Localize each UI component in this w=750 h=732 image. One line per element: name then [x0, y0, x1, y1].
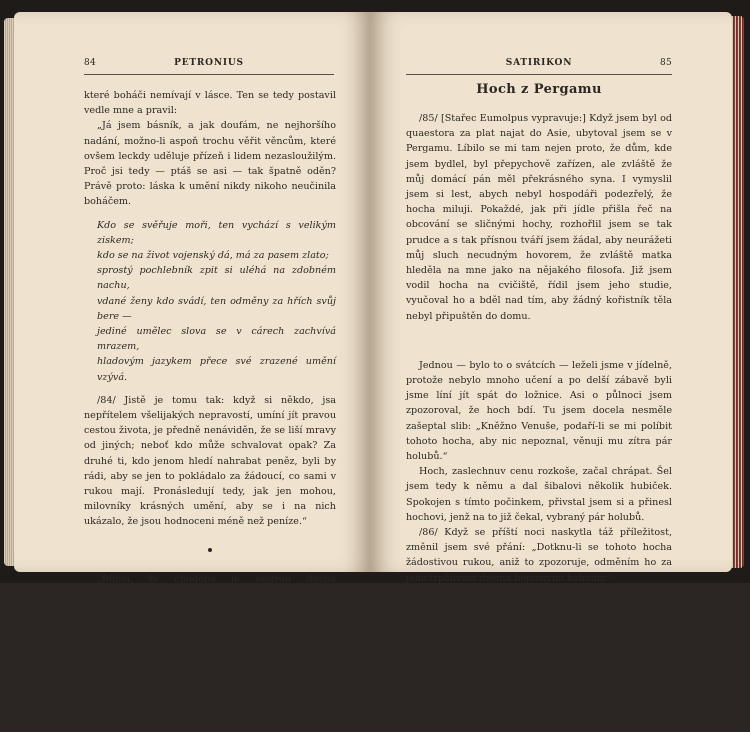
paragraph: Na ten slib se hoch sám přisunul ke mně, asi z obavy, abych neusnul. Zprostil jsem ho tedy znepokojení a po-	[406, 587, 672, 630]
header-rule	[84, 74, 334, 75]
page-number: 85	[659, 58, 672, 68]
verse-line: hladovým jazykem přece své zrazené umění vzývá.	[97, 356, 336, 383]
paragraph: „Kéž by nepřítel mé poctivosti byl aspoň tak řádným člověkem, aby bylo lze ho ukonejšit. Ale je to starý lotr a vychytralejší nad samé kuplíře.“	[84, 646, 336, 688]
left-page-text	[84, 88, 336, 732]
paragraph: Jednou — bylo to o svátcích — leželi jsme v jídelně, protože nebylo mnoho učení a po delší zábavě byli jsme líní jít spát do ložnice. Asi o půlnoci jsem zpozoroval, že hoch bdí. Tu jsem docela nesměle zašeptal slib: „Kněžno Venuše, podaří-li se mi políbit tohoto hocha, aby nic nepoznal, věnuji mu zítra pár holubů.“	[406, 359, 672, 463]
verse-block	[84, 218, 336, 385]
right-page	[370, 12, 732, 630]
verse-line: vdané ženy kdo svádí, ten odměny za hřích svůj bere —	[97, 295, 336, 322]
section-divider-dot	[84, 708, 336, 714]
right-page-header	[406, 58, 672, 74]
section-divider-dot	[84, 620, 336, 626]
paragraph: které boháči nemívají v lásce. Ten se tedy postavil vedle mne a pravil:	[84, 90, 336, 117]
header-rule	[406, 74, 672, 75]
running-title: PETRONIUS	[174, 58, 244, 68]
running-title: SATIRIKON	[505, 58, 573, 68]
section-title: Hoch z Pergamu	[476, 82, 602, 97]
left-page-header	[84, 58, 334, 74]
paragraph: /85/ [Stařec Eumolpus vypravuje:] Když jsem byl od quaestora za plat najat do Asie, ubytoval jsem se v Pergamu. Líbilo se mi tam nejen proto, že dům, kde jsem bydlel, byl přepychově zařízen, ale zvláště že můj domácí pán měl překrásného syna. I vymyslil jsem si lest, abych nebyl hospodáři podezřelý, že hocha miluji. Pokaždé, jak při jídle přišla řeč na obcování se sličnými hochy, rozhořlil jsem se tak prudce a s tak přísnou tváří jsem žádal, aby neurážeti můj sluch necudným hovorem, že zvláště matka hleděla na mne jako na nějakého filosofa. Již jsem vodil hocha na cvičiště, řídil jsem jeho studie, vyučoval ho a bděl nad tím, aby žádný kořistník těla nebyl připuštěn do domu.	[406, 113, 672, 322]
right-page-text	[406, 82, 672, 632]
paragraph: „Bůhví, že chudoba je sestrou ducha vynikajícího.“	[84, 573, 336, 600]
page-edges-right	[730, 16, 744, 568]
verse-line: jediné umělec slova se v cárech zachvívá mrazem,	[97, 326, 336, 353]
paragraph: Hoch, zaslechnuv cenu rozkoše, začal chrápat. Šel jsem tedy k němu a dal šibalovi několik hubiček. Spokojen s tímto počinkem, přivstal jsem si a přinesl hochovi, jenž na to již čekal, vybraný pár holubů.	[406, 466, 672, 523]
verse-line: Kdo se svěřuje moři, ten vychází s velikým ziskem;	[97, 219, 336, 246]
paragraph: /84/ Jistě je tomu tak: když si někdo, jsa nepřítelem všelijakých nepravostí, umíní jít pravou cestou života, je předně nenáviděn, že se liší mravy od jiných; neboť kdo může schvalovat opak? Za druhé ti, kdo jenom hledí nahrabat peněz, byli by rádi, aby se jen to pokládalo za žádoucí, co sami v rukou mají. Pronásledují tedy, jak jen mohou, milovníky krásných umění, aby se i na nich ukázalo, že jsou hodnoceni méně než peníze.“	[84, 394, 336, 528]
left-page	[14, 12, 370, 688]
section-divider-dot	[84, 548, 336, 554]
page-number: 84	[84, 58, 97, 68]
paragraph: /86/ Když se příští noci naskytla táž příležitost, změnil jsem své přání: „Dotknu-li se tohoto hocha žádostivou rukou, aniž to zpozoruje, odměním ho za jeho trpělivost dvěma bojovnými kohouty.“	[406, 527, 672, 584]
verse-line: sprostý pochlebník zpit si uléhá na zdobném nachu,	[97, 265, 336, 292]
verse-line: kdo se na život vojenský dá, má za pasem zlato;	[97, 250, 329, 262]
section-break	[406, 324, 672, 358]
paragraph: „Já jsem básník, a jak doufám, ne nejhoršího nadání, možno-li aspoň trochu věřit věncům, které ovšem leckdy uděluje přízeň i lidem nezasloužilým. Proč jsi tedy — ptáš se asi — tak špatně oděn? Právě proto: láska k umění nikdy nikoho neučinila boháčem.	[84, 120, 336, 208]
